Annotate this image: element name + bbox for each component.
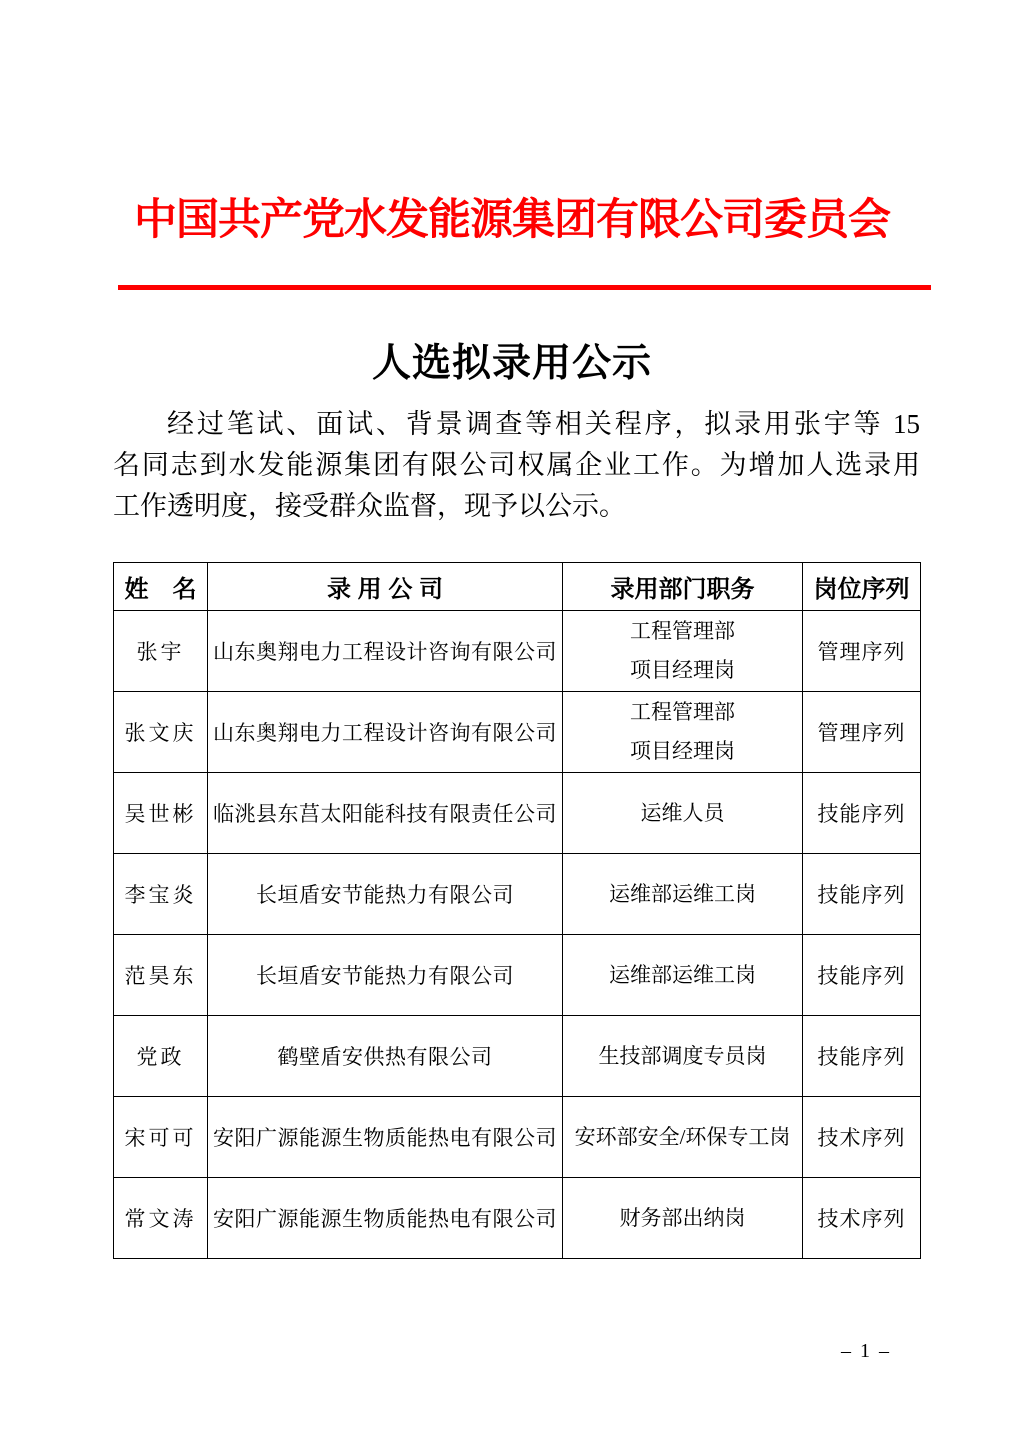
cell-candidate-name: 宋可可: [114, 1097, 208, 1178]
cell-company: 安阳广源能源生物质能热电有限公司: [208, 1178, 563, 1259]
cell-department: [563, 1178, 803, 1259]
cell-company: 长垣盾安节能热力有限公司: [208, 935, 563, 1016]
table-row: [114, 1016, 921, 1097]
department-line: 运维部运维工岗: [609, 881, 756, 906]
cell-department: [563, 1097, 803, 1178]
cell-department: [563, 1016, 803, 1097]
header-name: 姓 名: [114, 563, 208, 611]
intro-line-2: 名同志到水发能源集团有限公司权属企业工作。为增加人选录用: [113, 450, 920, 480]
cell-position-series: 技能序列: [803, 854, 921, 935]
table-row: [114, 1178, 921, 1259]
candidate-roster-table: [113, 562, 921, 1259]
table-row: [114, 854, 921, 935]
cell-company: 临洮县东莒太阳能科技有限责任公司: [208, 773, 563, 854]
org-title: 中国共产党水发能源集团有限公司委员会: [134, 197, 890, 244]
cell-department: [563, 773, 803, 854]
department-line: 安环部安全/环保专工岗: [574, 1124, 791, 1149]
table-row: [114, 1097, 921, 1178]
department-line: 运维部运维工岗: [609, 962, 756, 987]
cell-department: [563, 854, 803, 935]
table-row: [114, 611, 921, 692]
cell-candidate-name: 张宇: [114, 611, 208, 692]
department-line: 生技部调度专员岗: [598, 1043, 767, 1068]
cell-position-series: 技能序列: [803, 935, 921, 1016]
cell-candidate-name: 常文涛: [114, 1178, 208, 1259]
cell-company: 山东奥翔电力工程设计咨询有限公司: [208, 611, 563, 692]
cell-candidate-name: 吴世彬: [114, 773, 208, 854]
cell-company: 安阳广源能源生物质能热电有限公司: [208, 1097, 563, 1178]
cell-company: 鹤壁盾安供热有限公司: [208, 1016, 563, 1097]
cell-candidate-name: 李宝炎: [114, 854, 208, 935]
department-line: 工程管理部: [630, 619, 735, 643]
cell-company: 山东奥翔电力工程设计咨询有限公司: [208, 692, 563, 773]
header-company: 录 用 公 司: [208, 563, 563, 611]
table-header-row: [114, 563, 921, 611]
red-divider-rule: [118, 285, 931, 290]
cell-candidate-name: 张文庆: [114, 692, 208, 773]
cell-company: 长垣盾安节能热力有限公司: [208, 854, 563, 935]
cell-position-series: 技能序列: [803, 1016, 921, 1097]
department-line: 项目经理岗: [630, 658, 735, 682]
intro-line-3: 工作透明度，接受群众监督，现予以公示。: [113, 491, 626, 521]
cell-position-series: 技能序列: [803, 773, 921, 854]
intro-paragraph: [113, 404, 920, 527]
cell-candidate-name: 党政: [114, 1016, 208, 1097]
table-row: [114, 773, 921, 854]
cell-department: [563, 935, 803, 1016]
department-line: 工程管理部: [630, 700, 735, 724]
page-number: – 1 –: [841, 1340, 891, 1362]
cell-department: [563, 611, 803, 692]
department-line: 运维人员: [640, 800, 725, 825]
table-row: [114, 692, 921, 773]
department-line: 项目经理岗: [630, 739, 735, 763]
cell-position-series: 技术序列: [803, 1178, 921, 1259]
table-row: [114, 935, 921, 1016]
department-line: 财务部出纳岗: [619, 1205, 746, 1230]
header-department: 录用部门职务: [563, 563, 803, 611]
cell-department: [563, 692, 803, 773]
intro-line-1: 经过笔试、面试、背景调查等相关程序，拟录用张宇等 15: [167, 409, 920, 439]
header-series: 岗位序列: [803, 563, 921, 611]
cell-position-series: 管理序列: [803, 692, 921, 773]
cell-position-series: 管理序列: [803, 611, 921, 692]
cell-candidate-name: 范昊东: [114, 935, 208, 1016]
cell-position-series: 技术序列: [803, 1097, 921, 1178]
doc-title: 人选拟录用公示: [371, 342, 652, 385]
